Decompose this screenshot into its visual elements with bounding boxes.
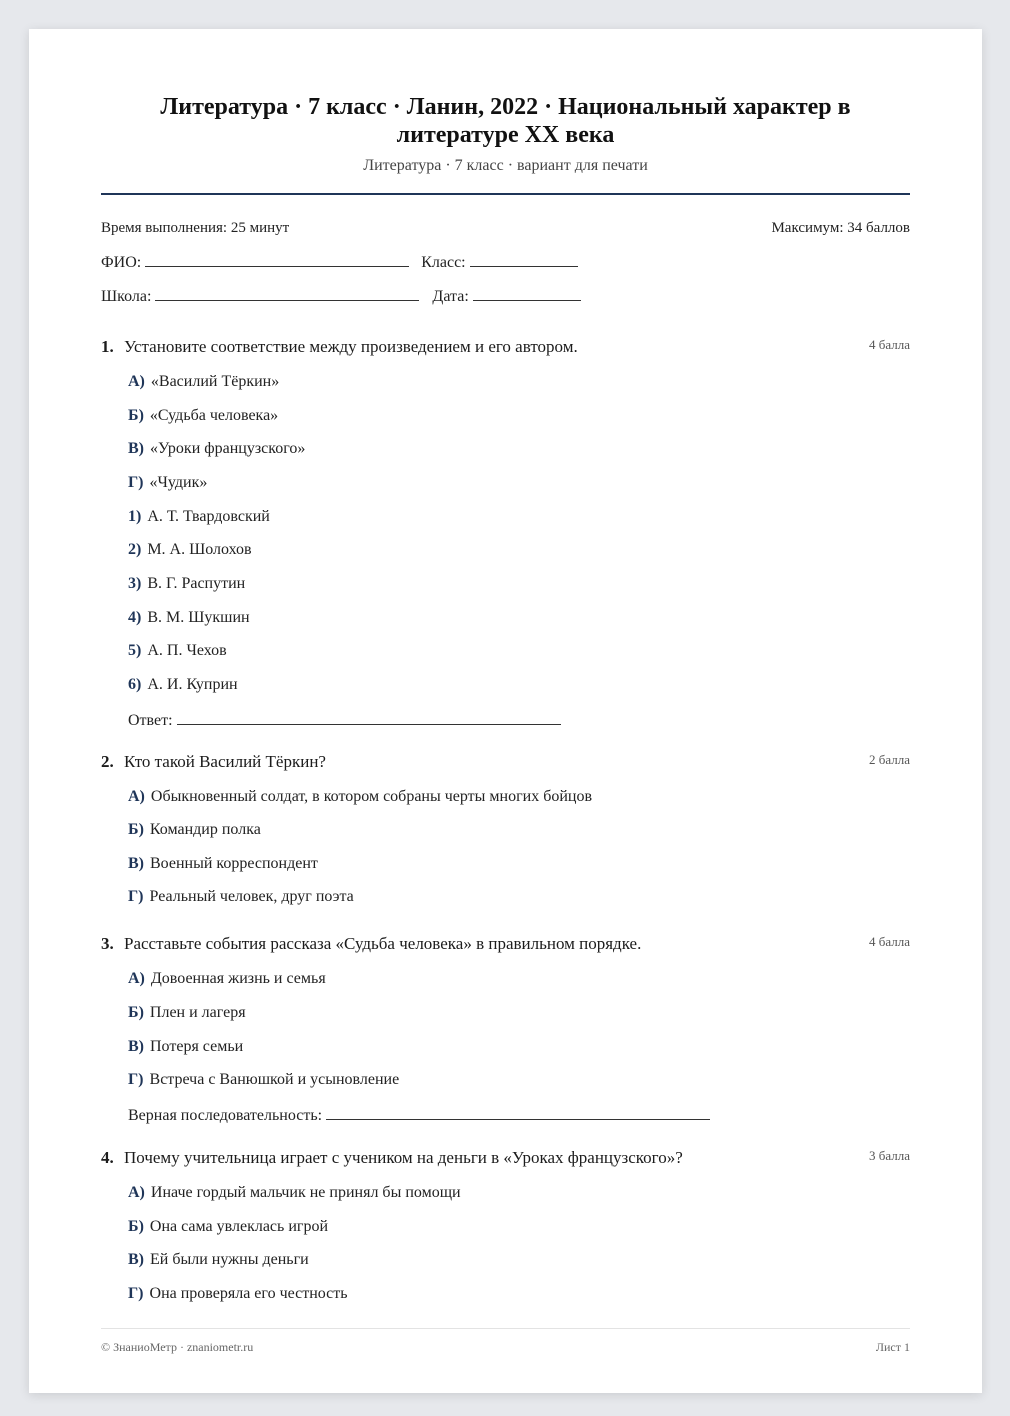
option-3 [128,575,245,593]
page-title: Литература · 7 класс · Ланин, 2022 · Национальный характер в литературе XX века [160,94,851,148]
option-marker: А) [128,373,145,390]
question-1 [101,337,910,729]
option-text: Обыкновенный солдат, в котором собраны черты многих бойцов [150,788,593,805]
option-text: Довоенная жизнь и семья [150,970,326,987]
option-text: А. И. Куприн [147,676,238,693]
question-4 [101,1148,910,1302]
option-b [128,821,261,839]
option-marker: В) [128,1251,144,1268]
option-a [128,970,326,988]
question-number: 1. [101,337,114,356]
option-b [128,1218,328,1236]
option-b [128,407,278,425]
school-field[interactable] [155,286,419,301]
answer-field[interactable] [326,1105,710,1120]
worksheet-page [29,29,982,1393]
question-number: 4. [101,1148,114,1167]
option-marker: В) [128,1038,144,1055]
option-b [128,1004,246,1022]
option-g [128,474,207,492]
max-score: Максимум: 34 баллов [771,220,910,236]
option-text: «Чудик» [149,474,208,491]
option-text: Ей были нужны деньги [150,1251,309,1268]
name-label: ФИО: [101,254,142,271]
question-text: Установите соответствие между произведением и его автором. [124,337,578,356]
option-text: Потеря семьи [150,1038,244,1055]
option-a [128,373,279,391]
option-marker: Б) [128,821,144,838]
class-field[interactable] [470,252,578,267]
option-2 [128,541,252,559]
time-limit: Время выполнения: 25 минут [101,220,290,236]
question-header [101,1148,910,1170]
option-marker: В) [128,855,144,872]
name-field[interactable] [145,252,409,267]
question-points: 4 балла [869,337,910,352]
option-g [128,888,354,906]
answer-row [128,1105,710,1125]
option-text: Военный корреспондент [150,855,318,872]
option-marker: Б) [128,1218,144,1235]
footer-sheet-number: Лист 1 [875,1340,910,1354]
question-header [101,752,910,774]
date-field[interactable] [473,286,581,301]
school-field-row [101,286,581,306]
answer-label: Верная последовательность: [128,1107,323,1124]
option-marker: 5) [128,642,142,659]
option-v [128,440,305,458]
option-marker: 4) [128,609,142,626]
question-header [101,337,910,359]
answer-row [128,710,561,730]
option-text: Встреча с Ванюшкой и усыновление [149,1071,400,1088]
option-text: «Уроки французского» [150,440,306,457]
option-marker: Г) [128,474,144,491]
question-2 [101,752,910,905]
option-text: М. А. Шолохов [147,541,252,558]
option-text: А. Т. Твардовский [147,508,270,525]
class-label: Класс: [421,254,466,271]
school-label: Школа: [101,288,152,305]
footer-copyright: © ЗнаниоМетр · znaniometr.ru [101,1340,254,1354]
question-text: Почему учительница играет с учеником на деньги в «Уроках французского»? [124,1148,683,1167]
answer-label: Ответ: [128,712,173,729]
option-text: Она сама увлеклась игрой [149,1218,329,1235]
page-footer [101,1340,910,1355]
option-v [128,1251,309,1269]
option-text: Командир полка [149,821,261,838]
option-marker: 6) [128,676,142,693]
question-number: 3. [101,934,114,953]
option-marker: Б) [128,1004,144,1021]
question-3 [101,934,910,1124]
question-points: 4 балла [869,934,910,949]
option-text: Она проверяла его честность [149,1285,348,1302]
option-6 [128,676,238,694]
option-g [128,1071,399,1089]
option-marker: 1) [128,508,142,525]
option-4 [128,609,250,627]
option-text: А. П. Чехов [147,642,227,659]
option-1 [128,508,270,526]
option-text: В. Г. Распутин [147,575,246,592]
option-marker: А) [128,970,145,987]
page-content [101,29,910,1393]
option-text: Иначе гордый мальчик не принял бы помощи [150,1184,461,1201]
option-marker: Б) [128,407,144,424]
option-text: Плен и лагеря [149,1004,246,1021]
option-v [128,1038,243,1056]
option-text: «Василий Тёркин» [150,373,280,390]
option-marker: 2) [128,541,142,558]
meta-row [101,220,910,237]
question-text: Расставьте события рассказа «Судьба человека» в правильном порядке. [124,934,642,953]
option-a [128,1184,461,1202]
option-marker: Г) [128,888,144,905]
option-text: В. М. Шукшин [147,609,250,626]
option-5 [128,642,227,660]
option-marker: Г) [128,1071,144,1088]
header-divider [101,193,910,195]
option-text: Реальный человек, друг поэта [149,888,354,905]
page-subtitle: Литература · 7 класс · вариант для печати [363,157,648,174]
question-points: 2 балла [869,752,910,767]
option-marker: 3) [128,575,142,592]
option-text: «Судьба человека» [149,407,279,424]
answer-field[interactable] [177,710,561,725]
question-number: 2. [101,752,114,771]
option-v [128,855,318,873]
option-a [128,788,592,806]
question-points: 3 балла [869,1148,910,1163]
option-marker: А) [128,788,145,805]
date-label: Дата: [432,288,469,305]
question-text: Кто такой Василий Тёркин? [124,752,326,771]
option-g [128,1285,348,1303]
option-marker: В) [128,440,144,457]
option-marker: Г) [128,1285,144,1302]
option-marker: А) [128,1184,145,1201]
question-header [101,934,910,956]
name-field-row [101,252,578,272]
footer-divider [101,1328,910,1329]
